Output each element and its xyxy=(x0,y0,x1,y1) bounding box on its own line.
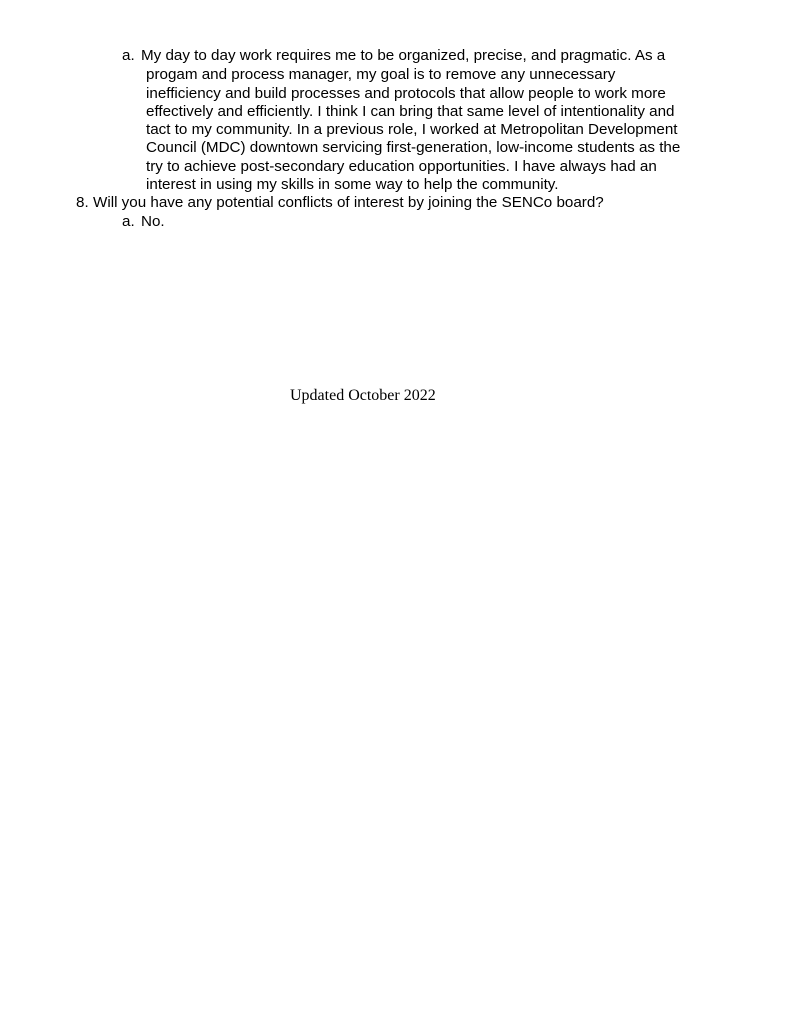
answer-line-5: tact to my community. In a previous role, I worked at Metropolitan Development xyxy=(146,121,678,138)
list-marker-a: a. xyxy=(122,47,135,64)
answer-line-1: My day to day work requires me to be organized, precise, and pragmatic. As a xyxy=(141,47,666,64)
question-text: Will you have any potential conflicts of interest by joining the SENCo board? xyxy=(93,194,604,211)
answer-line-7: try to achieve post-secondary education opportunities. I have always had an xyxy=(146,158,657,175)
answer-line-4: effectively and efficiently. I think I can bring that same level of intentionality and xyxy=(146,103,675,120)
answer-line-2: progam and process manager, my goal is to remove any unnecessary xyxy=(146,66,616,83)
answer-text: No. xyxy=(141,213,165,230)
answer-line-3: inefficiency and build processes and protocols that allow people to work more xyxy=(146,85,666,102)
answer-line-8: interest in using my skills in some way to help the community. xyxy=(146,176,559,193)
updated-date-text: Updated October 2022 xyxy=(290,387,436,404)
question-number: 8. xyxy=(76,194,89,211)
answer-line-6: Council (MDC) downtown servicing first-generation, low-income students as the xyxy=(146,139,681,156)
list-marker-a: a. xyxy=(122,213,135,230)
